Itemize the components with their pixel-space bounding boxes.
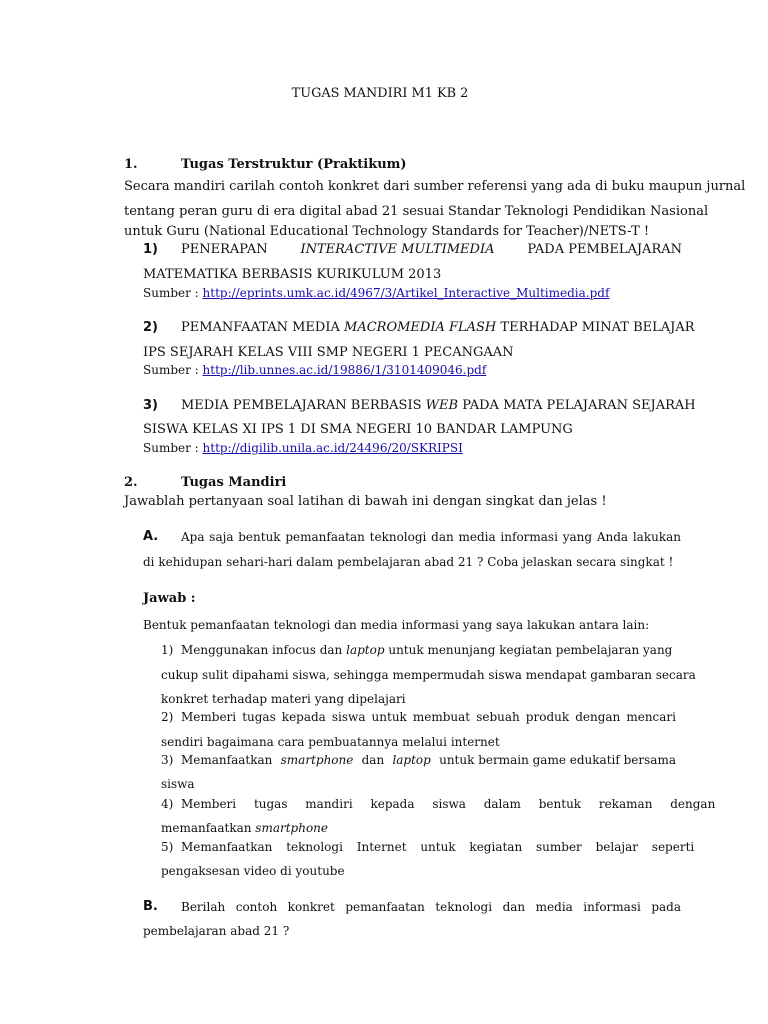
answer-item-1-italic: laptop (346, 643, 385, 657)
item-2-source-link[interactable]: http://lib.unnes.ac.id/19886/1/3101409046.pdf (202, 363, 487, 377)
item-1-title-italic: INTERACTIVE MULTIMEDIA (300, 242, 495, 257)
section-2-number: 2. (124, 475, 138, 490)
answer-item-3-line-2: siswa (161, 777, 195, 791)
item-1-source-label: Sumber : (143, 286, 203, 300)
question-a-letter: A. (143, 529, 159, 544)
answer-label: Jawab : (143, 591, 196, 606)
section-2-intro: Jawablah pertanyaan soal latihan di bawah ini dengan singkat dan jelas ! (124, 494, 607, 509)
answer-item-1-line-3: konkret terhadap materi yang dipelajari (161, 692, 406, 706)
document-title: TUGAS MANDIRI M1 KB 2 (291, 86, 469, 101)
answer-item-4-number: 4) (161, 797, 174, 811)
item-1-title-line-1: PENERAPAN INTERACTIVE MULTIMEDIA PADA PEMBELAJARAN (181, 242, 682, 257)
item-1-source (143, 286, 609, 300)
answer-item-3-number: 3) (161, 753, 174, 767)
section-1-heading: Tugas Terstruktur (Praktikum) (181, 157, 407, 172)
answer-item-4-line-2: memanfaatkan smartphone (161, 821, 329, 835)
question-b-line-2: pembelajaran abad 21 ? (143, 924, 290, 938)
item-3-source-label: Sumber : (143, 441, 203, 455)
question-b-line-1: Berilah contoh konkret pemanfaatan teknologi dan media informasi pada (181, 900, 681, 914)
item-3-title-line-2: SISWA KELAS XI IPS 1 DI SMA NEGERI 10 BANDAR LAMPUNG (143, 422, 573, 437)
question-a-line-2: di kehidupan sehari-hari dalam pembelajaran abad 21 ? Coba jelaskan secara singkat ! (143, 555, 674, 569)
section-2-heading: Tugas Mandiri (181, 475, 287, 490)
answer-item-4-italic: smartphone (255, 821, 329, 835)
answer-item-5-number: 5) (161, 840, 174, 854)
answer-item-5-line-2: pengaksesan video di youtube (161, 864, 345, 878)
item-2-source (143, 363, 486, 377)
section-1-intro-line-1: Secara mandiri carilah contoh konkret dari sumber referensi yang ada di buku maupun jurnal (124, 179, 746, 194)
section-1-number: 1. (124, 157, 138, 172)
question-a-line-1: Apa saja bentuk pemanfaatan teknologi dan media informasi yang Anda lakukan (181, 530, 681, 544)
answer-item-5-line-1: Memanfaatkan teknologi Internet untuk kegiatan sumber belajar seperti (181, 840, 695, 854)
answer-item-1-line-2: cukup sulit dipahami siswa, sehingga mempermudah siswa mendapat gambaran secara (161, 668, 696, 682)
question-b-letter: B. (143, 899, 158, 914)
item-3-number: 3) (143, 398, 158, 413)
answer-intro: Bentuk pemanfaatan teknologi dan media informasi yang saya lakukan antara lain: (143, 618, 650, 632)
item-1-title-line-2: MATEMATIKA BERBASIS KURIKULUM 2013 (143, 267, 442, 282)
item-2-number: 2) (143, 320, 158, 335)
item-3-source (143, 441, 463, 455)
answer-item-1-line-1: Menggunakan infocus dan laptop untuk menunjang kegiatan pembelajaran yang (181, 643, 673, 657)
section-1-intro-line-3: untuk Guru (National Educational Technology Standards for Teacher)/NETS-T ! (124, 224, 650, 239)
answer-item-3-line-1: Memanfaatkan smartphone dan laptop untuk bermain game edukatif bersama (181, 753, 676, 767)
item-3-title-italic: WEB (425, 398, 459, 413)
answer-item-3-italic-1: smartphone (280, 753, 354, 767)
answer-item-1-number: 1) (161, 643, 174, 657)
answer-item-4-line-1: Memberi tugas mandiri kepada siswa dalam bentuk rekaman dengan (181, 797, 716, 811)
answer-item-2-line-2: sendiri bagaimana cara pembuatannya melalui internet (161, 735, 500, 749)
item-3-title-line-1: MEDIA PEMBELAJARAN BERBASIS WEB PADA MATA PELAJARAN SEJARAH (181, 398, 696, 413)
item-2-title-line-2: IPS SEJARAH KELAS VIII SMP NEGERI 1 PECANGAAN (143, 345, 514, 360)
answer-item-2-line-1: Memberi tugas kepada siswa untuk membuat sebuah produk dengan mencari (181, 710, 676, 724)
item-1-number: 1) (143, 242, 158, 257)
answer-item-3-italic-2: laptop (392, 753, 431, 767)
section-1-intro-line-2: tentang peran guru di era digital abad 21 sesuai Standar Teknologi Pendidikan Nasional (124, 204, 709, 219)
item-2-source-label: Sumber : (143, 363, 203, 377)
item-3-source-link[interactable]: http://digilib.unila.ac.id/24496/20/SKRIPSI (202, 441, 463, 455)
answer-item-2-number: 2) (161, 710, 174, 724)
item-2-title-line-1: PEMANFAATAN MEDIA MACROMEDIA FLASH TERHADAP MINAT BELAJAR (181, 320, 695, 335)
item-1-source-link[interactable]: http://eprints.umk.ac.id/4967/3/Artikel_Interactive_Multimedia.pdf (202, 286, 610, 300)
item-2-title-italic: MACROMEDIA FLASH (344, 320, 497, 335)
